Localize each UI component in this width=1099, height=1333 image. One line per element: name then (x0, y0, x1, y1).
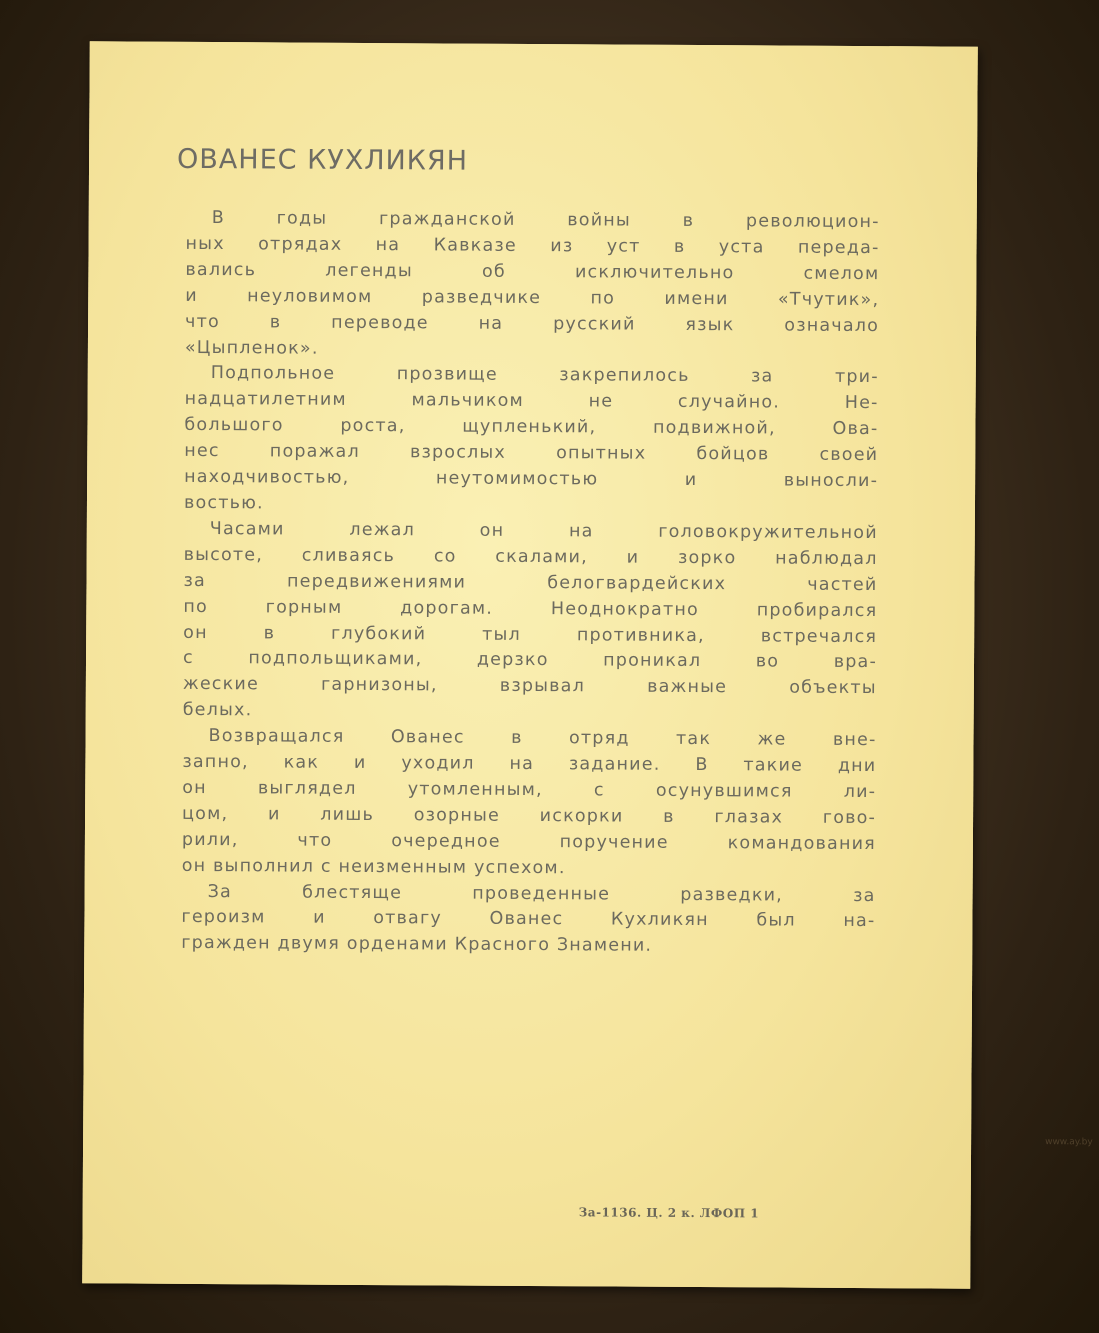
text-line: жеские гарнизоны, взрывал важные объекты (182, 674, 877, 699)
postcard-back (82, 41, 1093, 1288)
text-line: востью. (183, 492, 264, 514)
print-imprint: За-1136. Ц. 2 к. ЛФОП 1 (578, 1205, 760, 1221)
text-line: Часами лежал он на головокружительной (209, 518, 878, 543)
text-line: с подпольщиками, дерзко проникал во вра- (182, 648, 878, 673)
text-line: и неуловимом разведчике по имени «Тчутик», (185, 285, 880, 310)
site-watermark: www.ay.by (1045, 1137, 1093, 1148)
text-line: рили, что очередное поручение командования (181, 829, 876, 854)
article-body (181, 206, 880, 962)
text-line: он в глубокий тыл противника, встречался (183, 622, 878, 647)
text-line: ных отрядах на Кавказе из уст в уста переда- (185, 233, 880, 259)
text-line: цом, и лишь озорные искорки в глазах гово- (182, 803, 877, 828)
text-line: находчивостью, неутомимостью и выносли- (184, 466, 879, 492)
text-line: он выполнил с неизменным успехом. (181, 855, 566, 878)
text-line: В годы гражданской войны в революцион- (211, 208, 880, 233)
text-line: гражден двумя орденами Красного Знамени. (181, 933, 653, 957)
text-line: запно, как и уходил на задание. В такие дни (182, 751, 877, 777)
text-line: «Цыпленок». (184, 337, 319, 359)
text-line: по горным дорогам. Неоднократно пробирался (183, 596, 878, 621)
text-line: вались легенды об исключительно смелом (185, 259, 880, 284)
text-line: Возвращался Ованес в отряд так же вне- (208, 726, 877, 751)
text-line: он выглядел утомленным, с осунувшимся ли- (182, 777, 877, 803)
text-line: что в переводе на русский язык означало (185, 311, 880, 336)
text-line: за передвижениями белогвардейских частей (183, 570, 878, 595)
text-line: белых. (182, 700, 253, 721)
text-line: нес поражал взрослых опытных бойцов своей (184, 441, 879, 466)
page-title: ОВАНЕС КУХЛИКЯН (176, 143, 469, 177)
text-line: За блестяще проведенные разведки, за (207, 881, 876, 906)
text-line: героизм и отвагу Ованес Кухликян был на- (181, 907, 876, 932)
text-line: Подпольное прозвище закрепилось за три- (210, 363, 879, 388)
text-line: большого роста, щупленький, подвижной, Ова- (184, 415, 879, 440)
text-line: высоте, сливаясь со скалами, и зорко наблюдал (183, 544, 878, 569)
text-line: надцатилетним мальчиком не случайно. Не- (184, 389, 879, 414)
